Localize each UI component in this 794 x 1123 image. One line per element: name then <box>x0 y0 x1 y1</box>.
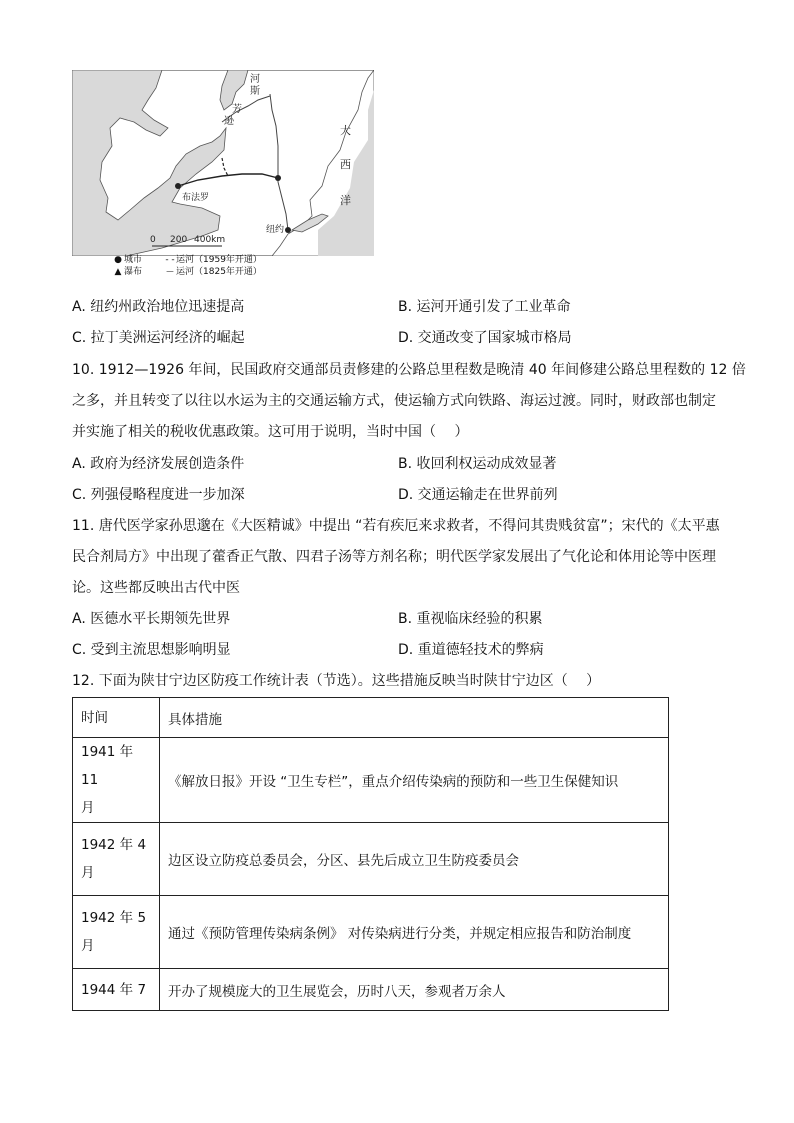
time-line-1: 1944 年 7 <box>81 981 147 998</box>
table-row <box>73 738 669 823</box>
map-legend <box>112 254 312 278</box>
time-line-2: 月 <box>81 865 95 881</box>
table-cell-measure: 《解放日报》开设 “卫生专栏”，重点介绍传染病的预防和一些卫生保健知识 <box>160 738 669 823</box>
q12-stem: 12. 下面为陕甘宁边区防疫工作统计表（节选）。这些措施反映当时陕甘宁边区（ ） <box>72 673 601 689</box>
q11-option-c: C. 受到主流思想影响明显 <box>72 642 231 658</box>
scale-label-200: 200 <box>170 235 188 245</box>
city-label-newyork: 纽约 <box>266 225 285 235</box>
table-row <box>73 896 669 969</box>
table-header-row <box>73 698 669 738</box>
legend-canal-1825: 运河（1825年开通） <box>176 267 262 277</box>
time-line-1: 1942 年 4 <box>81 837 147 853</box>
ocean-label-2: 西 <box>340 158 351 171</box>
city-buffalo <box>175 183 181 189</box>
q9-option-a: A. 纽约州政治地位迅速提高 <box>72 299 245 315</box>
q11-stem-line-3: 论。这些都反映出古代中医 <box>72 580 240 596</box>
ocean-label-3: 洋 <box>340 194 351 207</box>
q9-option-b: B. 运河开通引发了工业革命 <box>398 299 571 315</box>
table-header-time: 时间 <box>73 698 160 738</box>
canal-1825-legend-icon: ⏤ <box>166 267 174 277</box>
q11-option-a: A. 医德水平长期领先世界 <box>72 611 231 627</box>
q11-stem-line-2: 民合剂局方》中出现了藿香正气散、四君子汤等方剂名称；明代医学家发展出了气化论和体用论等中医理 <box>72 549 716 565</box>
q10-stem-line-3: 并实施了相关的税收优惠政策。这可用于说明，当时中国（ ） <box>72 424 469 440</box>
river-label-3: 芳 <box>232 104 242 115</box>
table-cell-time <box>73 969 160 1011</box>
legend-falls: 瀑布 <box>124 267 143 277</box>
ocean-label-1: 大 <box>340 124 351 137</box>
time-line-1: 1942 年 5 <box>81 910 147 926</box>
q10-stem-line-2: 之多，并且转变了以往以水运为主的交通运输方式，使运输方式向铁路、海运过渡。同时，财政部也制定 <box>72 393 716 409</box>
legend-canal-1959: 运河（1959年开通） <box>176 255 262 265</box>
scale-label-0: 0 <box>150 235 156 245</box>
table-row <box>73 823 669 896</box>
q11-option-b: B. 重视临床经验的积累 <box>398 611 543 627</box>
q11-stem-line-1: 11. 唐代医学家孙思邈在《大医精诚》中提出 “若有疾厄来求救者，不得问其贵贱贫富”；宋代的《太平惠 <box>72 518 720 534</box>
canal-1959-legend-icon: - - <box>165 255 175 265</box>
river-label-4: 逊 <box>224 116 234 127</box>
q10-option-b: B. 收回利权运动成效显著 <box>398 456 557 472</box>
legend-city: 城市 <box>124 255 143 265</box>
time-line-1: 1941 年 11 <box>81 744 134 788</box>
table-cell-time <box>73 896 160 969</box>
city-newyork <box>285 227 291 233</box>
table-cell-time <box>73 823 160 896</box>
city-legend-icon: ● <box>114 255 122 265</box>
time-line-2: 月 <box>81 800 95 816</box>
q9-option-d: D. 交通改变了国家城市格局 <box>398 330 572 346</box>
q11-option-d: D. 重道德轻技术的弊病 <box>398 642 544 658</box>
city-albany <box>275 175 281 181</box>
table-header-measure: 具体措施 <box>160 698 669 738</box>
city-label-buffalo: 布法罗 <box>182 193 210 203</box>
canal-map <box>72 70 374 256</box>
table-cell-measure: 边区设立防疫总委员会，分区、县先后成立卫生防疫委员会 <box>160 823 669 896</box>
q10-stem-line-1: 10. 1912—1926 年间，民国政府交通部员责修建的公路总里程数是晚清 40 年间修建公路总里程数的 12 倍 <box>72 362 746 378</box>
table-cell-measure: 开办了规模庞大的卫生展览会，历时八天，参观者万余人 <box>160 969 669 1011</box>
q10-option-a: A. 政府为经济发展创造条件 <box>72 456 245 472</box>
table-cell-time <box>73 738 160 823</box>
scale-label-400: 400km <box>194 235 226 245</box>
river-label-1: 河 <box>250 74 260 85</box>
time-line-2: 月 <box>81 938 95 954</box>
q10-option-c: C. 列强侵略程度进一步加深 <box>72 487 245 503</box>
table-row <box>73 969 669 1011</box>
epidemic-prevention-table <box>72 697 669 1011</box>
river-label-2: 斯 <box>250 86 260 97</box>
table-cell-measure: 通过《预防管理传染病条例》 对传染病进行分类，并规定相应报告和防治制度 <box>160 896 669 969</box>
q9-option-c: C. 拉丁美洲运河经济的崛起 <box>72 330 245 346</box>
q10-option-d: D. 交通运输走在世界前列 <box>398 487 558 503</box>
falls-legend-icon: ▲ <box>114 267 122 277</box>
